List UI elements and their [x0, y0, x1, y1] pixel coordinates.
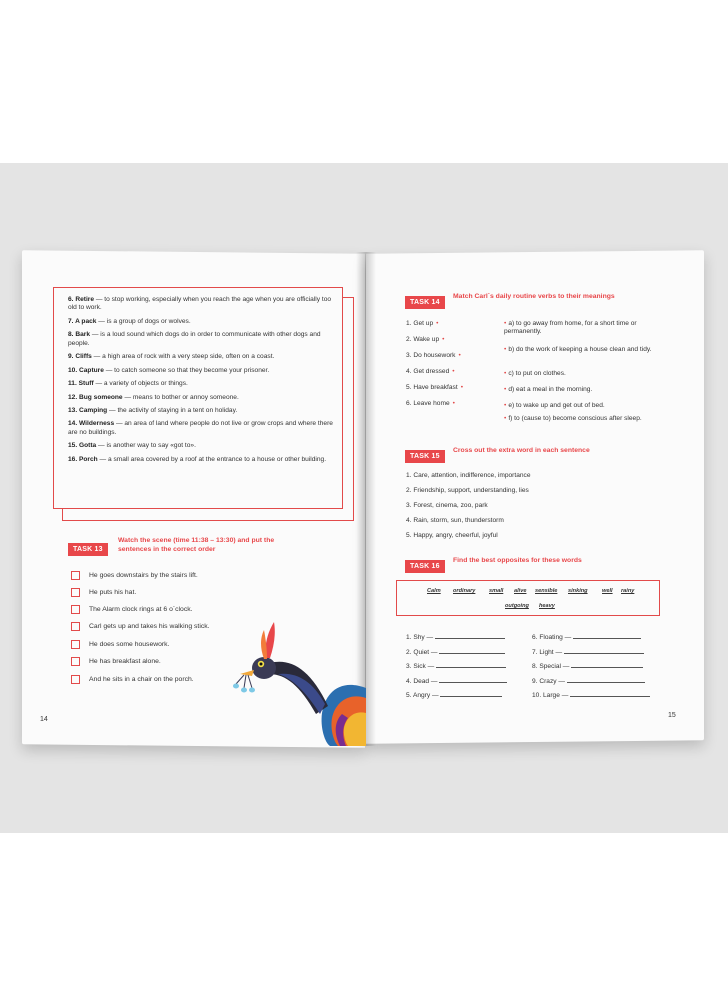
task15-tag: TASK 15	[405, 450, 445, 463]
task13-title-line2: sentences in the correct order	[118, 545, 216, 553]
definition-text: — a variety of objects or things.	[93, 380, 188, 388]
answer-blank[interactable]	[573, 632, 641, 639]
opposite-item	[406, 676, 507, 686]
meaning-item	[504, 346, 664, 354]
task13-title	[118, 537, 348, 554]
definition-term: 14. Wilderness	[68, 420, 115, 428]
definition-term: 6. Retire	[68, 296, 95, 303]
opposite-item	[406, 690, 502, 700]
definition-text: — means to bother or annoy someone.	[122, 393, 239, 401]
definition-item	[68, 367, 334, 375]
definition-text: — an area of land where people do not live or grow crops and where there are no buildings.	[68, 420, 333, 436]
order-checkbox[interactable]	[71, 571, 80, 580]
match-dot[interactable]: •	[442, 336, 445, 343]
opposite-label: 1. Shy —	[406, 634, 434, 641]
task14-header	[405, 291, 445, 309]
match-dot[interactable]: •	[460, 384, 463, 391]
definition-term: 16. Porch	[68, 455, 98, 463]
definition-text: — a high area of rock with a very steep side, often on a coast.	[91, 353, 275, 361]
meaning-item	[504, 415, 664, 423]
meaning-text: e) to wake up and get out of bed.	[508, 402, 605, 409]
task13-item	[71, 657, 161, 666]
task14-tag: TASK 14	[405, 296, 445, 309]
meaning-text: c) to put on clothes.	[508, 370, 566, 377]
definition-term: 9. Cliffs	[68, 353, 92, 361]
task15-header	[405, 445, 445, 463]
opposite-label: 4. Dead —	[406, 678, 438, 685]
task13-item	[71, 588, 136, 597]
verb-text: 4. Get dressed	[406, 368, 450, 375]
opposite-label: 8. Special —	[532, 663, 570, 670]
task13-item-text: And he sits in a chair on the porch.	[89, 676, 194, 683]
definition-text: — to stop working, especially when you reach the age when you are officially too old to work.	[68, 296, 332, 312]
definition-term: 15. Gotta	[68, 442, 97, 450]
verb-item	[406, 352, 461, 360]
definition-term: 7. A pack	[68, 317, 97, 325]
meaning-text: b) do the work of keeping a house clean and tidy.	[508, 346, 652, 353]
definition-item	[68, 353, 334, 361]
definitions-box	[53, 287, 343, 509]
verb-item	[406, 320, 438, 328]
definition-term: 11. Stuff	[68, 380, 94, 388]
task15-item: 5. Happy, angry, cheerful, joyful	[406, 532, 498, 539]
definition-item	[68, 380, 334, 388]
meaning-item	[504, 320, 664, 337]
order-checkbox[interactable]	[71, 675, 80, 684]
word-bank-item: ordinary	[453, 588, 476, 594]
definition-item	[68, 331, 334, 348]
answer-blank[interactable]	[436, 661, 506, 668]
definition-item	[68, 456, 334, 464]
order-checkbox[interactable]	[71, 622, 80, 631]
answer-blank[interactable]	[439, 647, 505, 654]
task16-title: Find the best opposites for these words	[453, 557, 582, 564]
word-bank-item: well	[602, 588, 613, 594]
answer-blank[interactable]	[564, 647, 644, 654]
definition-term: 8. Bark	[68, 331, 90, 339]
order-checkbox[interactable]	[71, 588, 80, 597]
opposite-item	[406, 647, 505, 657]
opposite-item	[406, 632, 505, 642]
task13-item	[71, 675, 194, 684]
word-bank-item: Calm	[427, 588, 441, 594]
opposite-label: 3. Sick —	[406, 663, 435, 670]
opposite-label: 5. Angry —	[406, 692, 439, 699]
verb-item	[406, 368, 455, 376]
opposite-label: 10. Large —	[532, 692, 569, 699]
task15-item: 3. Forest, cinema, zoo, park	[406, 502, 488, 509]
definition-item	[68, 394, 334, 402]
task16-header	[405, 555, 445, 573]
task15-item: 1. Care, attention, indifference, importance	[406, 472, 531, 479]
word-bank-item: sensible	[535, 588, 558, 594]
answer-blank[interactable]	[439, 676, 507, 683]
task13-item	[71, 571, 198, 580]
opposite-label: 2. Quiet —	[406, 649, 438, 656]
verb-text: 2. Wake up	[406, 336, 440, 343]
task13-item	[71, 622, 210, 631]
definition-text: — is a loud sound which dogs do in order to communicate with other dogs and people.	[68, 331, 321, 347]
word-bank-item: rainy	[621, 588, 635, 594]
definition-term: 13. Camping	[68, 406, 108, 414]
word-bank-item: sinking	[568, 588, 588, 594]
verb-text: 3. Do housework	[406, 352, 456, 359]
definition-text: — is a group of dogs or wolves.	[96, 317, 191, 325]
task13-item-text: He does some housework.	[89, 641, 170, 648]
answer-blank[interactable]	[571, 661, 643, 668]
verb-text: 6. Leave home	[406, 400, 450, 407]
opposite-item	[406, 661, 506, 671]
opposite-item	[532, 661, 643, 671]
match-dot[interactable]: •	[452, 368, 455, 375]
verb-item	[406, 336, 444, 344]
task15-title: Cross out the extra word in each sentence	[453, 447, 590, 454]
definition-item	[68, 407, 334, 415]
opposite-label: 6. Floating —	[532, 634, 572, 641]
task13-item-text: He goes downstairs by the stairs lift.	[89, 572, 198, 579]
definition-item	[68, 318, 334, 326]
match-dot[interactable]: •	[504, 320, 507, 327]
task13-item-text: Carl gets up and takes his walking stick.	[89, 623, 210, 630]
meaning-item	[504, 370, 664, 378]
verb-text: 1. Get up	[406, 320, 434, 327]
task13-item	[71, 640, 169, 649]
word-bank-box	[396, 580, 660, 616]
meaning-text: a) to go away from home, for a short time or permanently.	[504, 320, 637, 336]
match-dot[interactable]: •	[504, 386, 507, 393]
opposite-item	[532, 690, 650, 700]
page-number-left: 14	[40, 716, 48, 723]
task14-title: Match Carl`s daily routine verbs to their meanings	[453, 293, 615, 300]
match-dot[interactable]: •	[452, 400, 455, 407]
answer-blank[interactable]	[440, 690, 502, 697]
opposite-item	[532, 676, 645, 686]
definition-item	[68, 442, 334, 450]
task15-item: 2. Friendship, support, understanding, lies	[406, 487, 529, 494]
task16-tag: TASK 16	[405, 560, 445, 573]
page-number-right: 15	[668, 712, 676, 719]
bird-illustration	[230, 618, 366, 746]
order-checkbox[interactable]	[71, 605, 80, 614]
verb-text: 5. Have breakfast	[406, 384, 458, 391]
task13-tag: TASK 13	[68, 543, 108, 556]
opposite-label: 7. Light —	[532, 649, 563, 656]
word-bank-item: heavy	[539, 603, 555, 609]
definition-text: — is another way to say «got to».	[96, 442, 196, 450]
definition-term: 10. Capture	[68, 366, 104, 374]
opposite-item	[532, 647, 644, 657]
definition-term: 12. Bug someone	[68, 393, 123, 401]
task13-item-text: He puts his hat.	[89, 589, 137, 596]
match-dot[interactable]: •	[504, 346, 507, 353]
task13-item-text: He has breakfast alone.	[89, 658, 161, 665]
verb-item	[406, 384, 463, 392]
meaning-item	[504, 402, 664, 410]
task13-item	[71, 605, 193, 614]
definition-text: — a small area covered by a roof at the entrance to a house or other building.	[97, 455, 327, 463]
task15-item: 4. Rain, storm, sun, thunderstorm	[406, 517, 504, 524]
opposite-item	[532, 632, 641, 642]
definition-item	[68, 420, 334, 437]
task13-title-line1: Watch the scene (time 11:38 – 13:30) and put the	[118, 537, 275, 544]
answer-blank[interactable]	[567, 676, 645, 683]
word-bank-item: outgoing	[505, 603, 529, 609]
match-dot[interactable]: •	[436, 320, 439, 327]
match-dot[interactable]: •	[504, 402, 507, 409]
meaning-text: f) to (cause to) become conscious after sleep.	[508, 415, 642, 422]
word-bank-item: small	[489, 588, 504, 594]
match-dot[interactable]: •	[504, 415, 507, 422]
match-dot[interactable]: •	[504, 370, 507, 377]
definition-text: — to catch someone so that they become your prisoner.	[103, 366, 270, 374]
task13-header	[68, 538, 108, 556]
opposite-label: 9. Crazy —	[532, 678, 565, 685]
match-dot[interactable]: •	[458, 352, 461, 359]
order-checkbox[interactable]	[71, 640, 80, 649]
answer-blank[interactable]	[435, 632, 505, 639]
definition-item	[68, 296, 334, 313]
verb-item	[406, 400, 455, 408]
word-bank-item: alive	[514, 588, 527, 594]
meaning-item	[504, 386, 664, 394]
answer-blank[interactable]	[570, 690, 650, 697]
order-checkbox[interactable]	[71, 657, 80, 666]
meaning-text: d) eat a meal in the morning.	[508, 386, 593, 393]
definition-text: — the activity of staying in a tent on holiday.	[107, 406, 238, 414]
task13-item-text: The Alarm clock rings at 6 o`clock.	[89, 606, 193, 613]
